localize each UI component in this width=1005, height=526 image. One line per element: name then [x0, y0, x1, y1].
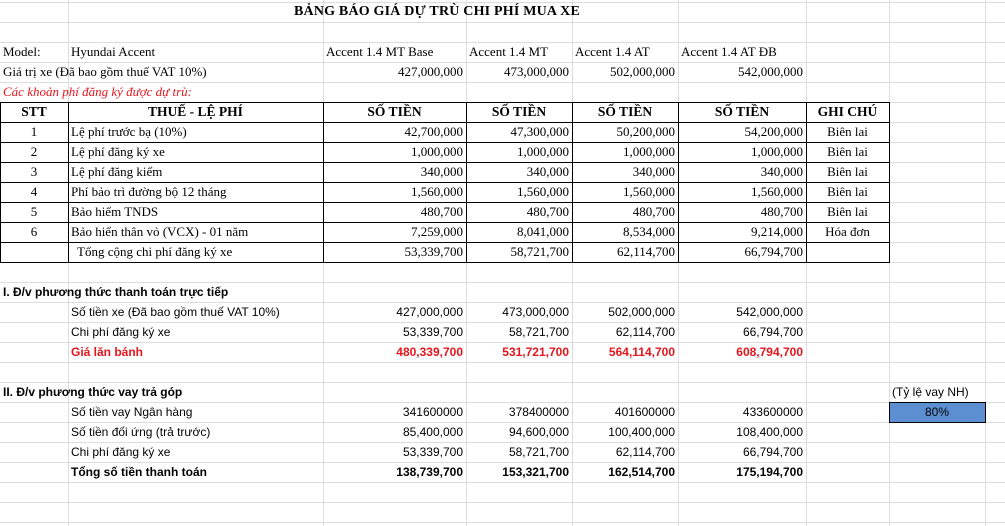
- section2-loan-value[interactable]: 341600000: [402, 405, 463, 419]
- section2-down-label[interactable]: Số tiền đối ứng (trả trước): [71, 425, 211, 439]
- section2-loan-label[interactable]: Số tiền vay Ngân hàng: [71, 405, 193, 419]
- fee-row-note[interactable]: Hóa đơn: [825, 224, 870, 239]
- table-border-v: [323, 102, 324, 263]
- section1-price-value[interactable]: 427,000,000: [396, 305, 463, 319]
- gridline-vertical: [985, 0, 986, 526]
- section2-total-value[interactable]: 138,739,700: [396, 465, 463, 479]
- fee-table-header[interactable]: SỐ TIỀN: [714, 104, 770, 119]
- fee-row-name[interactable]: Bảo hiểm TNDS: [71, 204, 159, 219]
- fee-row-value[interactable]: 8,041,000: [517, 224, 569, 239]
- fee-table-header[interactable]: STT: [21, 104, 47, 119]
- section2-down-value[interactable]: 94,600,000: [508, 425, 569, 439]
- gridline-horizontal: [0, 22, 1005, 23]
- section1-price-value[interactable]: 502,000,000: [608, 305, 675, 319]
- section2-down-value[interactable]: 108,400,000: [736, 425, 803, 439]
- gridline-vertical: [889, 0, 890, 526]
- fee-row-note[interactable]: Biên lai: [827, 164, 868, 179]
- section2-total-value[interactable]: 175,194,700: [736, 465, 803, 479]
- section2-fee-value[interactable]: 58,721,700: [508, 445, 569, 459]
- model-name[interactable]: Hyundai Accent: [71, 44, 156, 59]
- section1-price-value[interactable]: 542,000,000: [736, 305, 803, 319]
- fee-row-name[interactable]: Lệ phí đăng kiểm: [71, 164, 163, 179]
- section1-total-value[interactable]: 564,114,700: [608, 345, 675, 359]
- section1-fee-label[interactable]: Chi phí đăng ký xe: [71, 325, 171, 339]
- fee-row-value[interactable]: 1,000,000: [411, 144, 463, 159]
- section2-loan-value[interactable]: 433600000: [742, 405, 803, 419]
- fee-row-name[interactable]: Lệ phí đăng ký xe: [71, 144, 165, 159]
- section1-price-label[interactable]: Số tiền xe (Đã bao gồm thuế VAT 10%): [71, 305, 280, 319]
- fee-row-stt[interactable]: 5: [30, 204, 38, 219]
- gridline-vertical: [466, 0, 467, 526]
- fee-row-stt[interactable]: 2: [30, 144, 38, 159]
- price-value[interactable]: 427,000,000: [398, 64, 463, 79]
- fee-row-note[interactable]: Biên lai: [827, 204, 868, 219]
- gridline-horizontal: [0, 482, 1005, 483]
- fee-row-value[interactable]: 340,000: [632, 164, 675, 179]
- table-border-v: [68, 102, 69, 263]
- fee-row-name[interactable]: Bảo hiển thân vỏ (VCX) - 01 năm: [71, 224, 249, 239]
- table-border-v: [678, 102, 679, 263]
- section2-down-value[interactable]: 85,400,000: [402, 425, 463, 439]
- section1-fee-value[interactable]: 66,794,700: [742, 325, 803, 339]
- fee-row-stt[interactable]: 3: [30, 164, 38, 179]
- section1-total-value[interactable]: 608,794,700: [736, 345, 803, 359]
- section1-price-value[interactable]: 473,000,000: [502, 305, 569, 319]
- fee-row-note[interactable]: Biên lai: [827, 184, 868, 199]
- fee-row-value[interactable]: 9,214,000: [751, 224, 803, 239]
- section2-total-value[interactable]: 162,514,700: [608, 465, 675, 479]
- section2-total-label[interactable]: Tổng số tiền thanh toán: [71, 465, 207, 479]
- gridline-horizontal: [0, 502, 1005, 503]
- ratio-value[interactable]: 80%: [924, 405, 950, 419]
- gridline-vertical: [678, 0, 679, 526]
- gridline-vertical: [572, 0, 573, 526]
- variant-name[interactable]: Accent 1.4 AT: [575, 44, 650, 59]
- fee-table-header[interactable]: THUẾ - LỆ PHÍ: [148, 104, 243, 119]
- fee-row-value[interactable]: 50,200,000: [616, 124, 675, 139]
- fee-row-value[interactable]: 480,700: [420, 204, 463, 219]
- fee-total-value[interactable]: 66,794,700: [744, 244, 803, 259]
- fee-row-value[interactable]: 340,000: [760, 164, 803, 179]
- fee-row-value[interactable]: 1,560,000: [623, 184, 675, 199]
- fee-row-stt[interactable]: 6: [30, 224, 38, 239]
- fee-row-value[interactable]: 480,700: [632, 204, 675, 219]
- section2-fee-value[interactable]: 66,794,700: [742, 445, 803, 459]
- variant-name[interactable]: Accent 1.4 MT Base: [326, 44, 434, 59]
- table-border-v: [889, 102, 890, 263]
- fee-row-value[interactable]: 7,259,000: [411, 224, 463, 239]
- fee-row-value[interactable]: 42,700,000: [404, 124, 463, 139]
- fee-row-value[interactable]: 1,560,000: [411, 184, 463, 199]
- section2-total-value[interactable]: 153,321,700: [502, 465, 569, 479]
- price-value[interactable]: 502,000,000: [610, 64, 675, 79]
- fee-table-header[interactable]: GHI CHÚ: [817, 104, 878, 119]
- price-value[interactable]: 473,000,000: [504, 64, 569, 79]
- variant-name[interactable]: Accent 1.4 MT: [469, 44, 549, 59]
- ratio-border-h: [889, 422, 985, 423]
- section1-total-value[interactable]: 480,339,700: [396, 345, 463, 359]
- sheet-title[interactable]: BẢNG BÁO GIÁ DỰ TRÙ CHI PHÍ MUA XE: [293, 4, 581, 19]
- section1-total-value[interactable]: 531,721,700: [502, 345, 569, 359]
- section2-loan-value[interactable]: 378400000: [508, 405, 569, 419]
- section1-total-label[interactable]: Giá lăn bánh: [71, 345, 144, 359]
- section1-fee-value[interactable]: 58,721,700: [508, 325, 569, 339]
- fee-row-name[interactable]: Phí bảo trì đường bộ 12 tháng: [71, 184, 227, 199]
- gridline-vertical: [323, 0, 324, 526]
- fee-row-value[interactable]: 480,700: [760, 204, 803, 219]
- fee-row-value[interactable]: 1,560,000: [517, 184, 569, 199]
- table-border-v: [572, 102, 573, 263]
- gridline-horizontal: [0, 522, 1005, 523]
- section2-title[interactable]: II. Đ/v phương thức vay trả góp: [3, 385, 183, 399]
- fee-row-value[interactable]: 54,200,000: [744, 124, 803, 139]
- gridline-horizontal: [0, 362, 1005, 363]
- section2-fee-value[interactable]: 53,339,700: [402, 445, 463, 459]
- fee-row-value[interactable]: 1,000,000: [623, 144, 675, 159]
- fee-total-value[interactable]: 62,114,700: [616, 244, 675, 259]
- variant-name[interactable]: Accent 1.4 AT ĐB: [681, 44, 777, 59]
- section2-fee-value[interactable]: 62,114,700: [615, 445, 675, 459]
- ratio-border-v: [985, 402, 986, 423]
- fee-total-label[interactable]: Tổng cộng chi phí đăng ký xe: [77, 244, 233, 259]
- fee-row-value[interactable]: 1,000,000: [751, 144, 803, 159]
- model-label[interactable]: Model:: [3, 44, 41, 59]
- price-value[interactable]: 542,000,000: [738, 64, 803, 79]
- section1-fee-value[interactable]: 62,114,700: [615, 325, 675, 339]
- fee-row-value[interactable]: 480,700: [526, 204, 569, 219]
- fee-row-stt[interactable]: 1: [30, 124, 38, 139]
- fee-row-value[interactable]: 340,000: [526, 164, 569, 179]
- gridline-vertical: [806, 0, 807, 526]
- section1-fee-value[interactable]: 53,339,700: [402, 325, 463, 339]
- fee-row-value[interactable]: 47,300,000: [510, 124, 569, 139]
- section2-fee-label[interactable]: Chi phí đăng ký xe: [71, 445, 171, 459]
- fee-total-value[interactable]: 58,721,700: [510, 244, 569, 259]
- table-border-h: [0, 262, 889, 263]
- fees-note[interactable]: Các khoản phí đăng ký được dự trù:: [3, 84, 193, 99]
- fee-table-header[interactable]: SỐ TIỀN: [367, 104, 422, 119]
- fee-row-name[interactable]: Lệ phí trước bạ (10%): [71, 124, 187, 139]
- section2-down-value[interactable]: 100,400,000: [608, 425, 675, 439]
- fee-table-header[interactable]: SỐ TIỀN: [491, 104, 547, 119]
- fee-row-stt[interactable]: 4: [30, 184, 38, 199]
- section1-title[interactable]: I. Đ/v phương thức thanh toán trực tiếp: [3, 285, 229, 299]
- fee-total-value[interactable]: 53,339,700: [404, 244, 463, 259]
- fee-row-note[interactable]: Biên lai: [827, 144, 868, 159]
- price-label[interactable]: Giá trị xe (Đã bao gồm thuế VAT 10%): [3, 64, 207, 79]
- ratio-label[interactable]: (Tỷ lệ vay NH): [892, 385, 969, 399]
- section2-loan-value[interactable]: 401600000: [614, 405, 675, 419]
- fee-row-note[interactable]: Biên lai: [827, 124, 868, 139]
- fee-row-value[interactable]: 1,560,000: [751, 184, 803, 199]
- fee-table-header[interactable]: SỐ TIỀN: [597, 104, 653, 119]
- fee-row-value[interactable]: 1,000,000: [517, 144, 569, 159]
- fee-row-value[interactable]: 340,000: [420, 164, 463, 179]
- table-border-v: [806, 102, 807, 263]
- fee-row-value[interactable]: 8,534,000: [623, 224, 675, 239]
- table-border-v: [0, 102, 1, 263]
- table-border-v: [466, 102, 467, 263]
